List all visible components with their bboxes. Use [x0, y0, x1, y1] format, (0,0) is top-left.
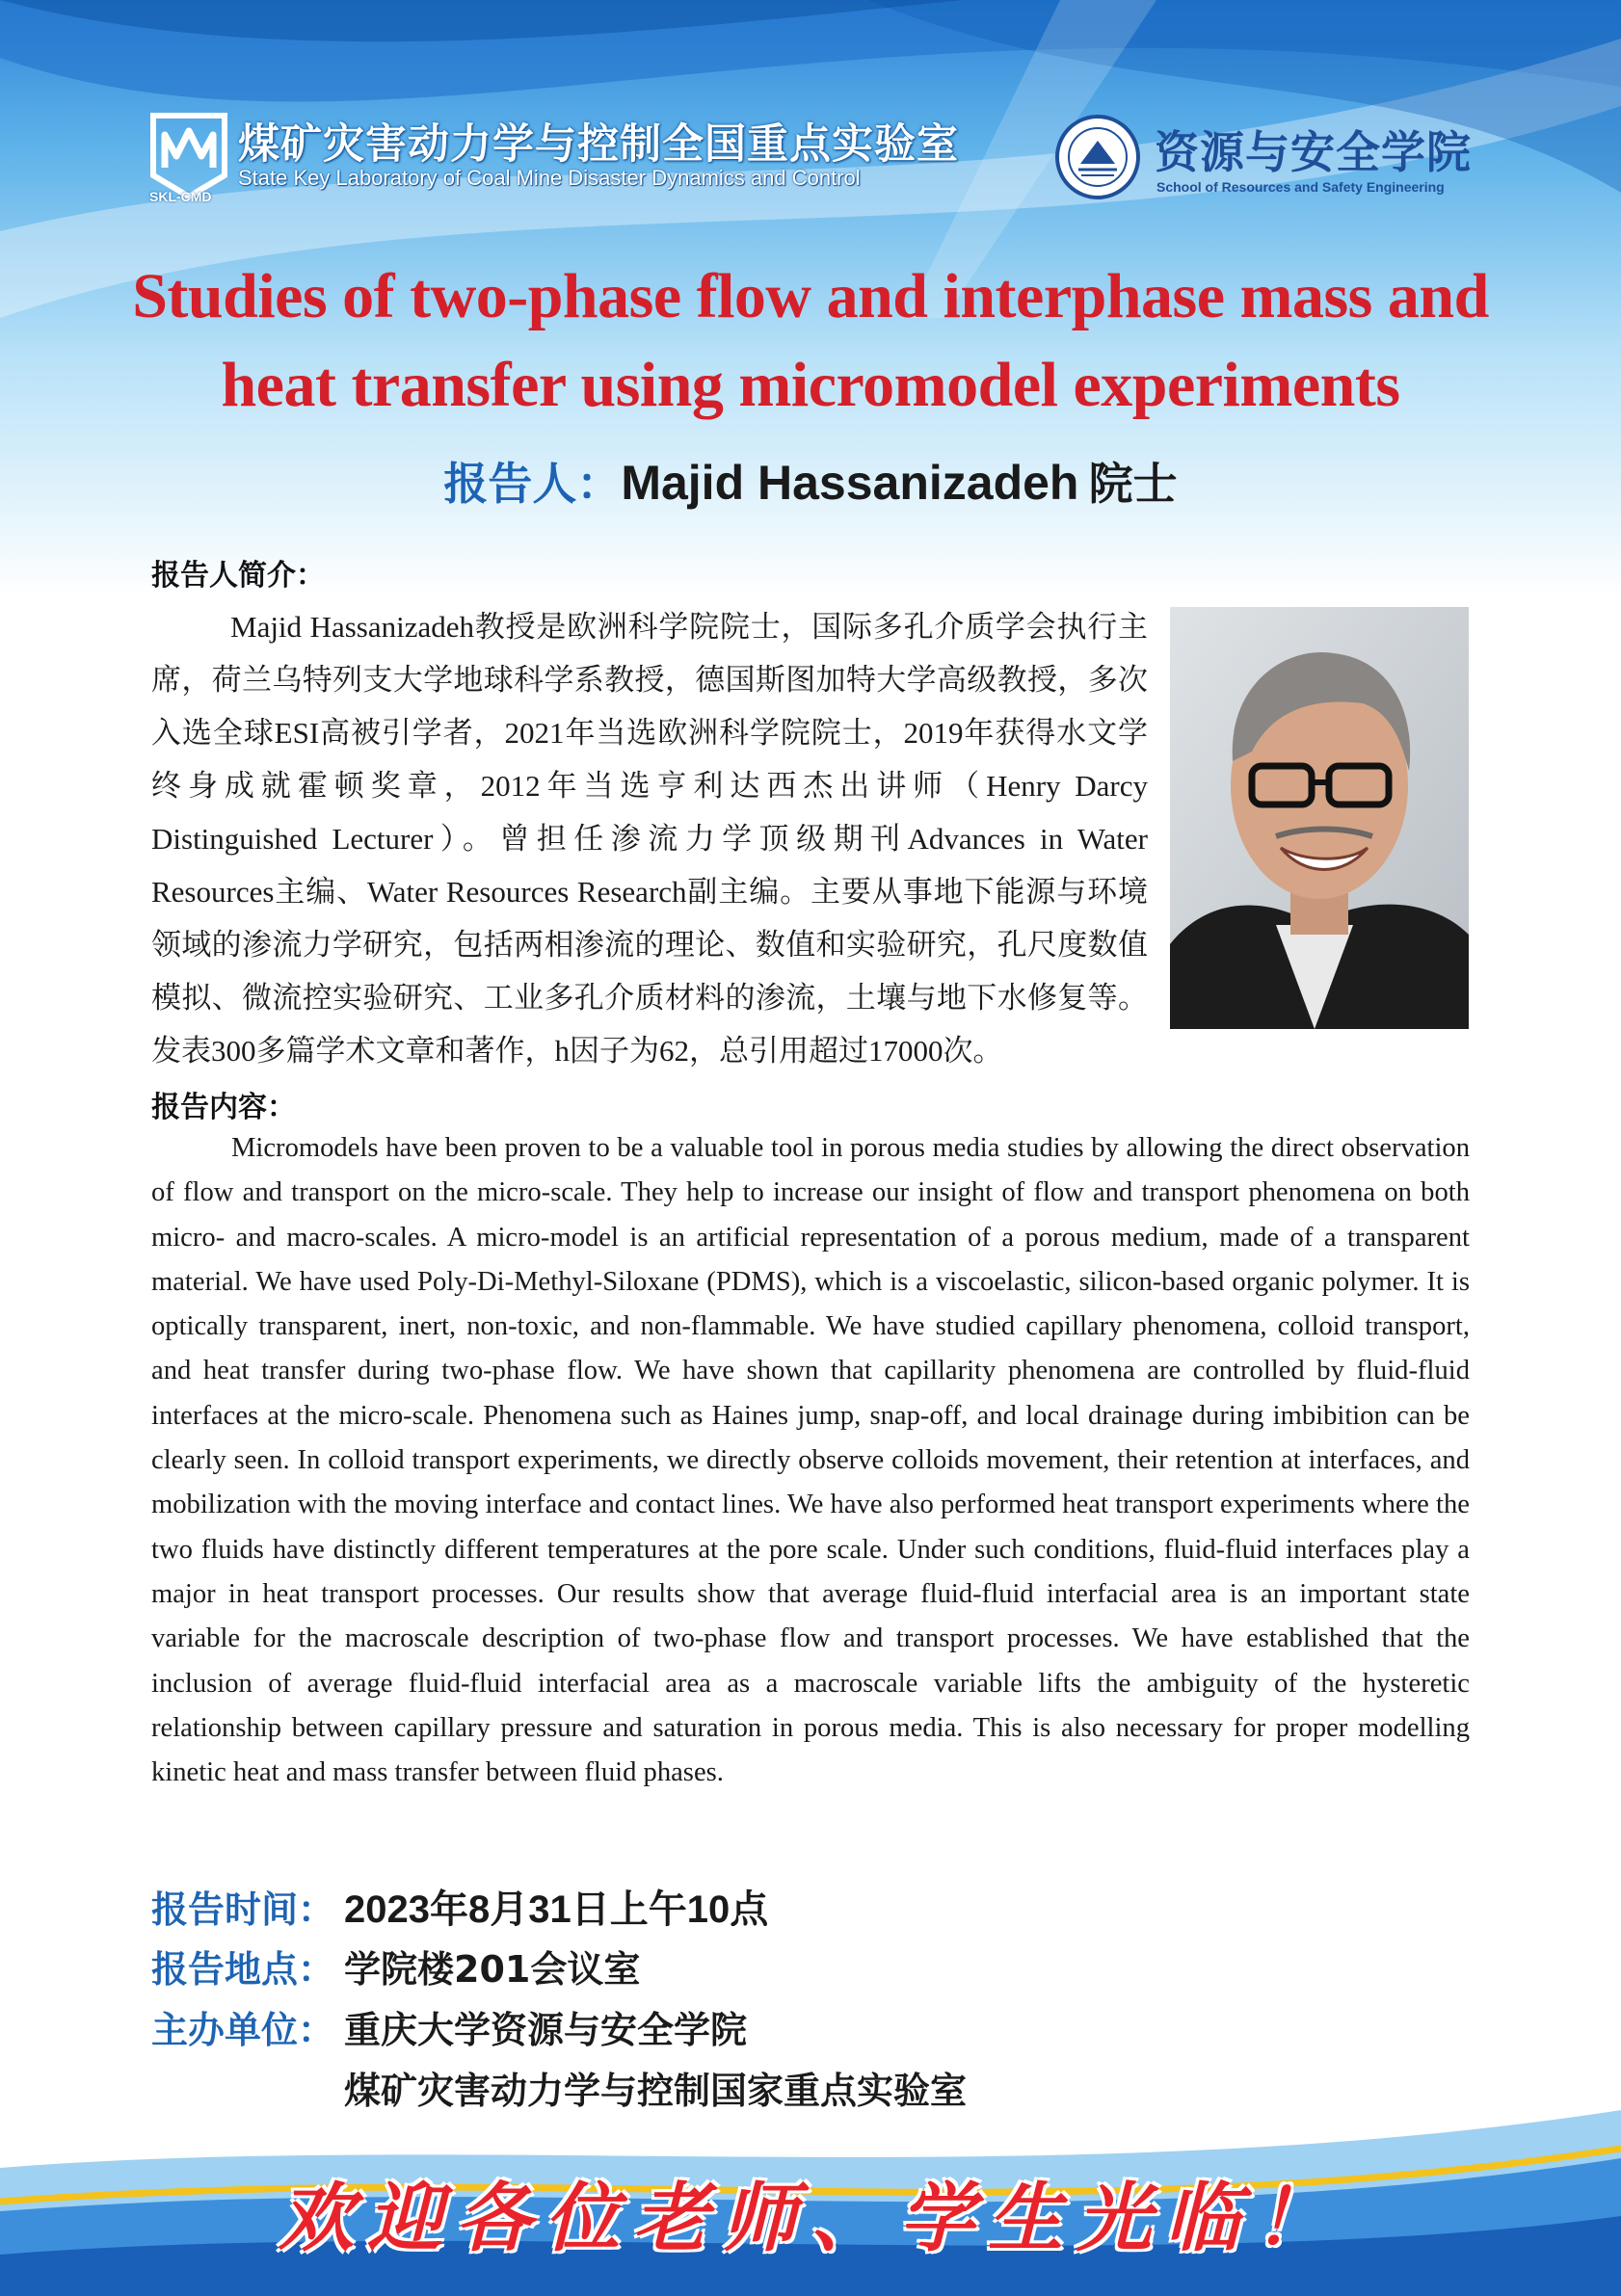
time-value: 2023年8月31日上午10点: [344, 1888, 769, 1931]
lab-name-en: State Key Laboratory of Coal Mine Disaster Dynamics and Control: [238, 166, 861, 190]
info-place-row: [151, 1940, 640, 1993]
school-logo: [1054, 114, 1478, 202]
welcome-banner: 欢迎各位老师、学生光临！: [278, 2175, 1342, 2262]
bio-text: Majid Hassanizadeh教授是欧洲科学院院士，国际多孔介质学会执行主席，荷兰乌特列支大学地球科学系教授，德国斯图加特大学高级教授，多次入选全球ESI高被引学者，2021年当选欧洲科学院院士，2019年获得水文学终身成就霍顿奖章，2012年当选亨利达西杰出讲师（Henry Darcy Distinguished Lecturer）。曾担任渗流力学顶级期刊Advances in Water Resources主编、Water Resources Research副主编。主要从事地下能源与环境领域的渗流力学研究，包括两相渗流的理论、数值和实验研究，孔尺度数值模拟、微流控实验研究、工业多孔介质材料的渗流，土壤与地下水修复等。发表300多篇学术文章和著作，h因子为62，总引用超过17000次。: [151, 610, 1148, 1068]
abstract-heading: 报告内容：: [151, 1091, 296, 1124]
bio-heading: 报告人简介：: [151, 559, 325, 593]
place-value: 学院楼201会议室: [344, 1948, 641, 1991]
info-host-row: [151, 2000, 747, 2053]
host-label: 主办单位：: [151, 2009, 335, 2051]
time-label: 报告时间：: [151, 1888, 335, 1931]
lecture-title: Studies of two-phase flow and interphase mass and heat transfer using micromodel experiments: [132, 261, 1489, 420]
place-label: 报告地点：: [151, 1948, 335, 1991]
lab-abbr: SKL-CMD: [149, 189, 212, 204]
info-time-row: [151, 1879, 768, 1934]
lab-logo: [149, 108, 959, 204]
speaker-line: [0, 449, 1621, 513]
host-value-2: 煤矿灾害动力学与控制国家重点实验室: [344, 2070, 968, 2112]
host-value-1: 重庆大学资源与安全学院: [344, 2009, 748, 2051]
speaker-honorific: 院士: [1088, 458, 1178, 510]
school-name-en: School of Resources and Safety Engineering: [1156, 179, 1445, 195]
school-name-cn: 资源与安全学院: [1155, 126, 1472, 178]
speaker-name: Majid Hassanizadeh: [621, 456, 1079, 510]
speaker-label: 报告人：: [443, 458, 622, 510]
speaker-photo: [1170, 607, 1469, 1029]
university-seal-icon: [1054, 114, 1141, 200]
info-host-row-2: [151, 2061, 967, 2114]
speaker-portrait-image: [1170, 607, 1469, 1029]
abstract-text: Micromodels have been proven to be a valuable tool in porous media studies by allowing the direct observation of flow and transport on the micro-scale. They help to increase our insight of flow and transport phenomena on both micro- and macro-scales. A micro-model is an artificial representation of a porous medium, made of a transparent material. We have used Poly-Di-Methyl-Siloxane (PDMS), which is a viscoelastic, silicon-based organic polymer. It is optically transparent, inert, non-toxic, and non-flammable. We have studied capillary phenomena, colloid transport, and heat transfer during two-phase flow. We have shown that capillarity phenomena are controlled by fluid-fluid interfaces at the micro-scale. Phenomena such as Haines jump, snap-off, and local drainage during imbibition can be clearly seen. In colloid transport experiments, we directly observe colloids movement, their retention at interfaces, and mobilization with the moving interface and contact lines. We have also performed heat transport experiments where the two fluids have distinctly different temperatures at the pore scale. Under such conditions, fluid-fluid interfaces play a major in heat transport processes. Our results show that average fluid-fluid interfacial area is an important state variable for the macroscale description of two-phase flow and transport processes. We have established that the inclusion of average fluid-fluid interfacial area as a macroscale variable lifts the ambiguity of the hysteretic relationship between capillary pressure and saturation in porous media. This is also necessary for proper modelling kinetic heat and mass transfer between fluid phases.: [151, 1133, 1470, 1788]
lab-name-cn: 煤矿灾害动力学与控制全国重点实验室: [238, 120, 959, 169]
